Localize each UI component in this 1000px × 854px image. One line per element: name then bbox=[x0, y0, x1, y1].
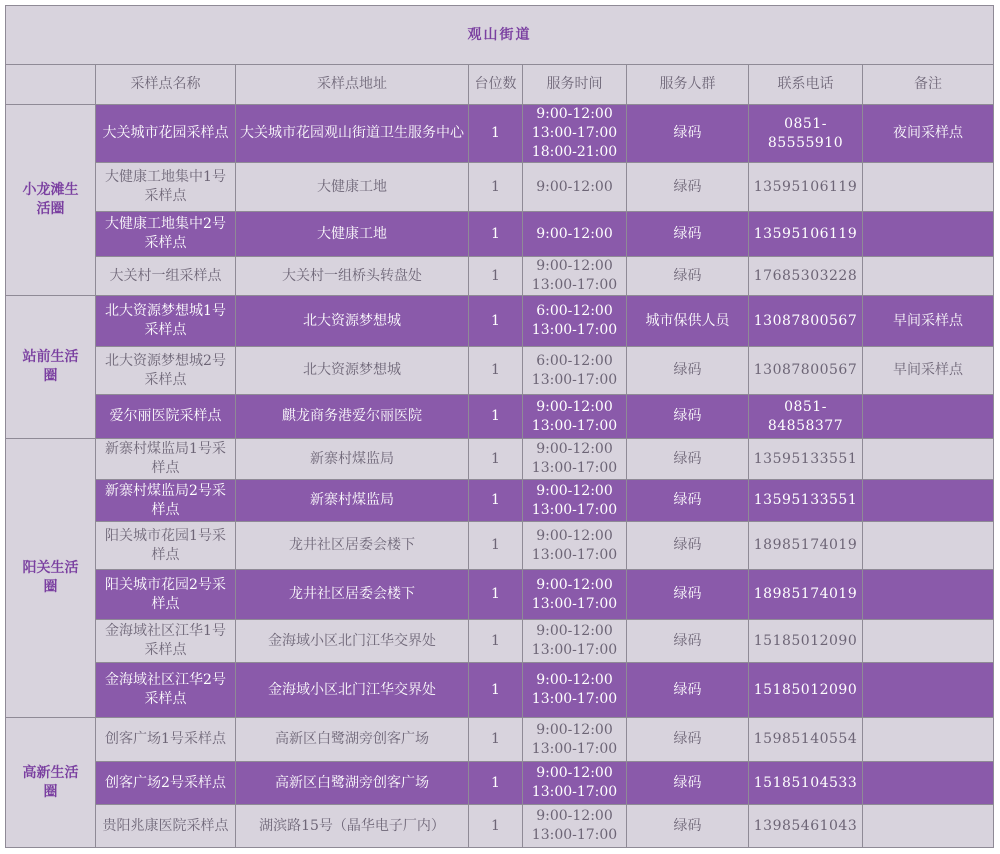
cell-site-name: 创客广场2号采样点 bbox=[96, 762, 236, 805]
cell-service-time: 9:00-12:00 13:00-17:00 bbox=[523, 522, 627, 570]
cell-note bbox=[863, 163, 994, 212]
cell-note bbox=[863, 663, 994, 718]
cell-contact-phone: 13595106119 bbox=[749, 163, 863, 212]
cell-service-time: 9:00-12:00 13:00-17:00 bbox=[523, 620, 627, 663]
cell-service-time: 9:00-12:00 13:00-17:00 bbox=[523, 395, 627, 439]
table-row bbox=[6, 296, 994, 347]
cell-site-address: 新寨村煤监局 bbox=[236, 480, 469, 522]
cell-site-address: 北大资源梦想城 bbox=[236, 296, 469, 347]
cell-site-address: 麒龙商务港爱尔丽医院 bbox=[236, 395, 469, 439]
cell-service-crowd: 绿码 bbox=[627, 663, 749, 718]
cell-site-address: 北大资源梦想城 bbox=[236, 347, 469, 395]
title-row bbox=[6, 6, 994, 65]
cell-note bbox=[863, 570, 994, 620]
zone-label bbox=[6, 439, 96, 718]
cell-contact-phone: 0851- 85555910 bbox=[749, 105, 863, 163]
cell-station-count: 1 bbox=[469, 163, 523, 212]
cell-site-address: 新寨村煤监局 bbox=[236, 439, 469, 480]
zone-label bbox=[6, 718, 96, 848]
cell-contact-phone: 0851- 84858377 bbox=[749, 395, 863, 439]
zone-label-text: 高新生活圈 bbox=[22, 764, 79, 800]
table-row bbox=[6, 163, 994, 212]
cell-site-name: 贵阳兆康医院采样点 bbox=[96, 805, 236, 848]
cell-contact-phone: 15985140554 bbox=[749, 718, 863, 762]
header-service-time: 服务时间 bbox=[523, 65, 627, 105]
cell-service-time: 9:00-12:00 13:00-17:00 bbox=[523, 439, 627, 480]
cell-service-time: 6:00-12:00 13:00-17:00 bbox=[523, 296, 627, 347]
table-row bbox=[6, 663, 994, 718]
sampling-sites-table bbox=[5, 5, 994, 848]
cell-note bbox=[863, 212, 994, 257]
cell-site-address: 高新区白鹭湖旁创客广场 bbox=[236, 718, 469, 762]
cell-service-time: 9:00-12:00 13:00-17:00 bbox=[523, 570, 627, 620]
cell-station-count: 1 bbox=[469, 347, 523, 395]
header-contact-phone: 联系电话 bbox=[749, 65, 863, 105]
cell-service-time: 9:00-12:00 13:00-17:00 bbox=[523, 762, 627, 805]
zone-label-text: 站前生活圈 bbox=[22, 349, 79, 384]
cell-site-name: 阳关城市花园1号采样点 bbox=[96, 522, 236, 570]
cell-site-name: 新寨村煤监局2号采样点 bbox=[96, 480, 236, 522]
cell-station-count: 1 bbox=[469, 480, 523, 522]
table-row bbox=[6, 347, 994, 395]
header-service-crowd: 服务人群 bbox=[627, 65, 749, 105]
zone-label-text: 小龙滩生活圈 bbox=[22, 182, 79, 217]
cell-note bbox=[863, 439, 994, 480]
cell-note bbox=[863, 805, 994, 848]
header-site-address: 采样点地址 bbox=[236, 65, 469, 105]
cell-contact-phone: 13595133551 bbox=[749, 480, 863, 522]
cell-service-crowd: 绿码 bbox=[627, 439, 749, 480]
cell-contact-phone: 18985174019 bbox=[749, 522, 863, 570]
cell-site-name: 大关村一组采样点 bbox=[96, 257, 236, 296]
cell-service-crowd: 绿码 bbox=[627, 212, 749, 257]
cell-site-name: 爱尔丽医院采样点 bbox=[96, 395, 236, 439]
zone-label bbox=[6, 296, 96, 439]
cell-contact-phone: 13087800567 bbox=[749, 347, 863, 395]
table-row bbox=[6, 718, 994, 762]
cell-contact-phone: 15185012090 bbox=[749, 620, 863, 663]
cell-station-count: 1 bbox=[469, 257, 523, 296]
cell-contact-phone: 13087800567 bbox=[749, 296, 863, 347]
cell-site-name: 北大资源梦想城2号采样点 bbox=[96, 347, 236, 395]
cell-station-count: 1 bbox=[469, 212, 523, 257]
cell-note bbox=[863, 480, 994, 522]
cell-service-crowd: 绿码 bbox=[627, 570, 749, 620]
cell-station-count: 1 bbox=[469, 439, 523, 480]
cell-site-name: 大关城市花园采样点 bbox=[96, 105, 236, 163]
cell-station-count: 1 bbox=[469, 395, 523, 439]
cell-contact-phone: 13595133551 bbox=[749, 439, 863, 480]
cell-note: 夜间采样点 bbox=[863, 105, 994, 163]
zone-label bbox=[6, 105, 96, 296]
table-row bbox=[6, 105, 994, 163]
cell-service-crowd: 绿码 bbox=[627, 480, 749, 522]
cell-site-name: 新寨村煤监局1号采样点 bbox=[96, 439, 236, 480]
cell-site-name: 大健康工地集中2号采样点 bbox=[96, 212, 236, 257]
cell-service-crowd: 绿码 bbox=[627, 395, 749, 439]
cell-service-crowd: 绿码 bbox=[627, 105, 749, 163]
cell-site-address: 金海域小区北门江华交界处 bbox=[236, 620, 469, 663]
cell-site-name: 金海域社区江华1号采样点 bbox=[96, 620, 236, 663]
cell-service-time: 9:00-12:00 13:00-17:00 bbox=[523, 718, 627, 762]
cell-note: 早间采样点 bbox=[863, 347, 994, 395]
cell-service-crowd: 绿码 bbox=[627, 718, 749, 762]
cell-site-name: 阳关城市花园2号采样点 bbox=[96, 570, 236, 620]
table-row bbox=[6, 257, 994, 296]
cell-service-crowd: 绿码 bbox=[627, 163, 749, 212]
cell-service-time: 9:00-12:00 13:00-17:00 bbox=[523, 663, 627, 718]
cell-station-count: 1 bbox=[469, 663, 523, 718]
header-site-name: 采样点名称 bbox=[96, 65, 236, 105]
header-row bbox=[6, 65, 994, 105]
cell-station-count: 1 bbox=[469, 570, 523, 620]
table-row bbox=[6, 570, 994, 620]
cell-contact-phone: 15185104533 bbox=[749, 762, 863, 805]
cell-note: 早间采样点 bbox=[863, 296, 994, 347]
cell-service-crowd: 绿码 bbox=[627, 762, 749, 805]
cell-service-crowd: 绿码 bbox=[627, 522, 749, 570]
cell-site-address: 高新区白鹭湖旁创客广场 bbox=[236, 762, 469, 805]
cell-site-address: 金海域小区北门江华交界处 bbox=[236, 663, 469, 718]
cell-site-name: 金海域社区江华2号采样点 bbox=[96, 663, 236, 718]
cell-contact-phone: 13595106119 bbox=[749, 212, 863, 257]
cell-station-count: 1 bbox=[469, 762, 523, 805]
cell-station-count: 1 bbox=[469, 522, 523, 570]
page-title: 观山街道 bbox=[6, 6, 994, 65]
table-row bbox=[6, 762, 994, 805]
cell-site-address: 大健康工地 bbox=[236, 212, 469, 257]
cell-service-time: 9:00-12:00 13:00-17:00 bbox=[523, 805, 627, 848]
table-row bbox=[6, 620, 994, 663]
cell-note bbox=[863, 620, 994, 663]
cell-note bbox=[863, 762, 994, 805]
cell-service-time: 9:00-12:00 13:00-17:00 bbox=[523, 480, 627, 522]
cell-contact-phone: 15185012090 bbox=[749, 663, 863, 718]
cell-site-name: 大健康工地集中1号采样点 bbox=[96, 163, 236, 212]
cell-note bbox=[863, 257, 994, 296]
cell-service-time: 9:00-12:00 13:00-17:00 bbox=[523, 257, 627, 296]
cell-contact-phone: 13985461043 bbox=[749, 805, 863, 848]
table-row bbox=[6, 439, 994, 480]
cell-service-crowd: 绿码 bbox=[627, 620, 749, 663]
cell-note bbox=[863, 395, 994, 439]
cell-station-count: 1 bbox=[469, 620, 523, 663]
sampling-sites-table-wrapper bbox=[5, 5, 993, 849]
cell-site-address: 龙井社区居委会楼下 bbox=[236, 570, 469, 620]
cell-service-time: 9:00-12:00 13:00-17:00 18:00-21:00 bbox=[523, 105, 627, 163]
cell-contact-phone: 17685303228 bbox=[749, 257, 863, 296]
cell-service-crowd: 绿码 bbox=[627, 805, 749, 848]
cell-site-address: 大关城市花园观山街道卫生服务中心 bbox=[236, 105, 469, 163]
cell-station-count: 1 bbox=[469, 296, 523, 347]
table-row bbox=[6, 522, 994, 570]
cell-site-address: 湖滨路15号（晶华电子厂内） bbox=[236, 805, 469, 848]
cell-service-time: 9:00-12:00 bbox=[523, 212, 627, 257]
cell-service-crowd: 绿码 bbox=[627, 347, 749, 395]
cell-site-name: 北大资源梦想城1号采样点 bbox=[96, 296, 236, 347]
cell-site-address: 大健康工地 bbox=[236, 163, 469, 212]
cell-service-crowd: 绿码 bbox=[627, 257, 749, 296]
cell-station-count: 1 bbox=[469, 805, 523, 848]
cell-site-address: 龙井社区居委会楼下 bbox=[236, 522, 469, 570]
table-row bbox=[6, 212, 994, 257]
cell-contact-phone: 18985174019 bbox=[749, 570, 863, 620]
cell-station-count: 1 bbox=[469, 718, 523, 762]
table-row bbox=[6, 395, 994, 439]
cell-service-time: 9:00-12:00 bbox=[523, 163, 627, 212]
cell-service-crowd: 城市保供人员 bbox=[627, 296, 749, 347]
header-note: 备注 bbox=[863, 65, 994, 105]
cell-site-address: 大关村一组桥头转盘处 bbox=[236, 257, 469, 296]
cell-station-count: 1 bbox=[469, 105, 523, 163]
cell-note bbox=[863, 522, 994, 570]
header-zone-blank bbox=[6, 65, 96, 105]
zone-label-text: 阳关生活圈 bbox=[22, 560, 79, 595]
cell-note bbox=[863, 718, 994, 762]
header-station-count: 台位数 bbox=[469, 65, 523, 105]
table-row bbox=[6, 480, 994, 522]
cell-service-time: 6:00-12:00 13:00-17:00 bbox=[523, 347, 627, 395]
cell-site-name: 创客广场1号采样点 bbox=[96, 718, 236, 762]
table-row bbox=[6, 805, 994, 848]
